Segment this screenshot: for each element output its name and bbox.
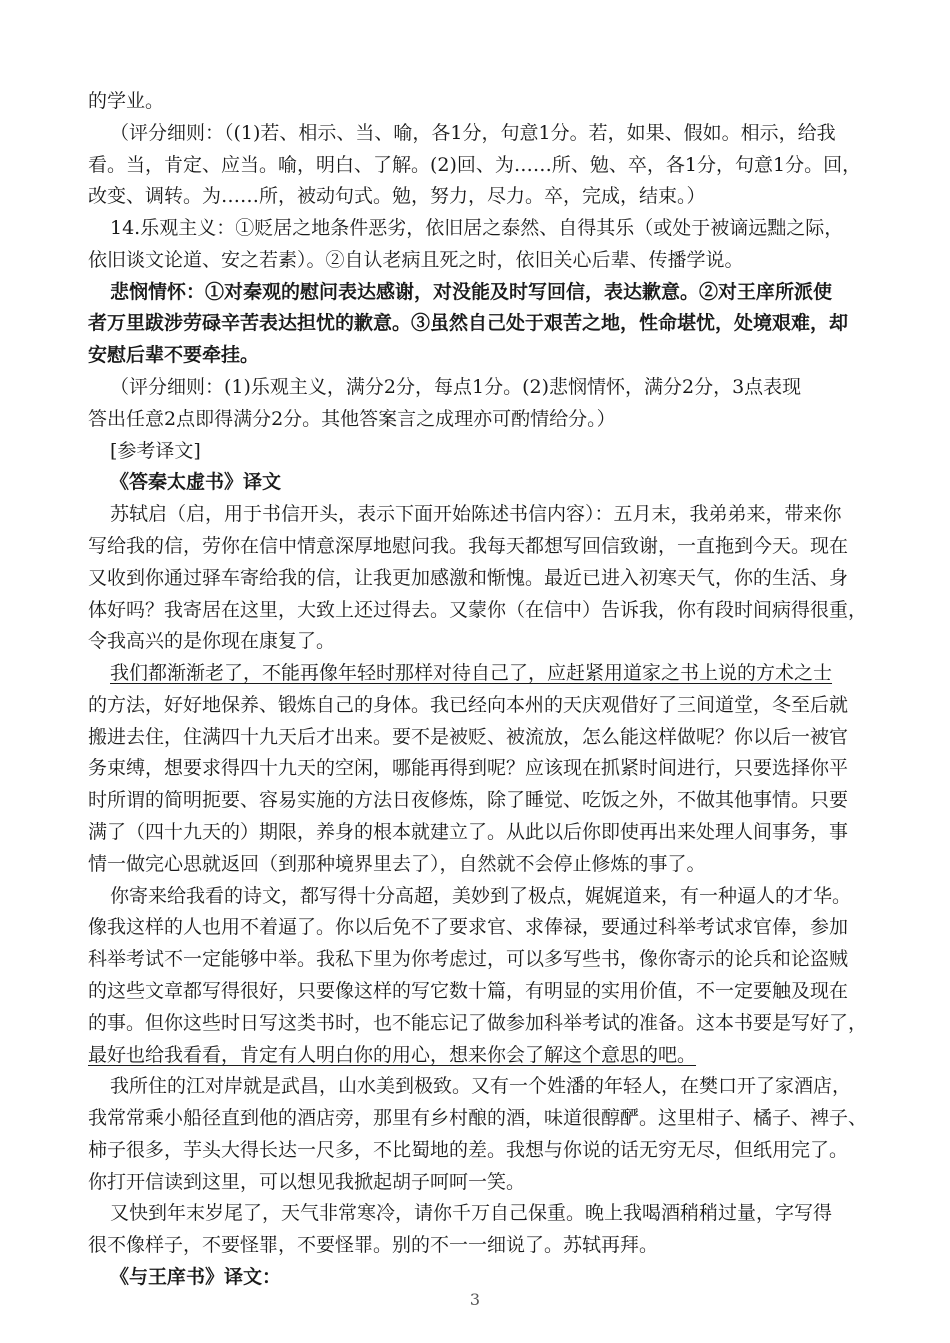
text-line: 的方法，好好地保养、锻炼自己的身体。我已经向本州的天庆观借好了三间道堂，冬至后就 — [88, 694, 849, 716]
text-line: 体好吗？我寄居在这里，大致上还过得去。又蒙你（在信中）告诉我，你有段时间病得很重， — [88, 599, 868, 621]
text-line: 科举考试不一定能够中举。我私下里为你考虑过，可以多写些书，像你寄示的论兵和论盗贼 — [88, 948, 849, 970]
text-line: 悲悯情怀：①对秦观的慰问表达感谢，对没能及时写回信，表达歉意。②对王庠所派使 — [110, 281, 833, 303]
text-line: 搬进去住，住满四十九天后才出来。要不是被贬、被流放，怎么能这样做呢？你以后一被官 — [88, 726, 849, 748]
text-line: 我所住的江对岸就是武昌，山水美到极致。又有一个姓潘的年轻人，在樊口开了家酒店， — [110, 1075, 852, 1097]
text-line: 你打开信读到这里，可以想见我掀起胡子呵呵一笑。 — [88, 1171, 526, 1193]
text-line: 满了（四十九天的）期限，养身的根本就建立了。从此以后你即使再出来处理人间事务，事 — [88, 821, 849, 843]
text-line: 答出任意2点即得满分2分。其他答案言之成理亦可酌情给分。） — [88, 408, 616, 430]
text-line: （评分细则：（(1)若、相示、当、喻，各1分，句意1分。若，如果、假如。相示，给我 — [110, 122, 836, 144]
text-line: 令我高兴的是你现在康复了。 — [88, 630, 336, 652]
text-line: 者万里跋涉劳碌辛苦表达担忧的歉意。③虽然自己处于艰苦之地，性命堪忧，处境艰难，却 — [88, 312, 849, 334]
text-line: 14.乐观主义：①贬居之地条件恶劣，依旧居之泰然、自得其乐（或处于被谪远黜之际， — [110, 217, 844, 239]
text-line: 我常常乘小船径直到他的酒店旁，那里有乡村酿的酒，味道很醇酽。这里柑子、橘子、裨子、 — [88, 1107, 868, 1129]
text-line: 又快到年末岁尾了，天气非常寒冷，请你千万自己保重。晚上我喝酒稍稍过量，字写得 — [110, 1202, 833, 1224]
section-heading: [参考译文] — [110, 440, 201, 462]
text-line: 像我这样的人也用不着逼了。你以后免不了要求官、求俸禄，要通过科举考试求官俸，参加 — [88, 916, 849, 938]
page-number: 3 — [469, 1290, 481, 1309]
text-line: 依旧谈文论道、安之若素）。②自认老病且死之时，依旧关心后辈、传播学说。 — [88, 249, 744, 271]
text-line: 你寄来给我看的诗文，都写得十分高超，美妙到了极点，娓娓道来，有一种逼人的才华。 — [110, 885, 852, 907]
text-line: 柿子很多，芋头大得长达一尺多，不比蜀地的差。我想与你说的话无穷无尽，但纸用完了。 — [88, 1139, 849, 1161]
text-line: 很不像样子，不要怪罪，不要怪罪。别的不一一细说了。苏轼再拜。 — [88, 1234, 659, 1256]
text-line: 改变、调转。为……所，被动句式。勉，努力，尽力。卒，完成，结束。） — [88, 185, 706, 207]
subsection-title: 《答秦太虚书》译文 — [110, 471, 282, 493]
text-line: 苏轼启（启，用于书信开头，表示下面开始陈述书信内容）：五月末，我弟弟来，带来你 — [110, 503, 842, 525]
subsection-title: 《与王庠书》译文： — [110, 1266, 282, 1288]
text-line: 的这些文章都写得很好，只要像这样的写它数十篇，有明显的实用价值，不一定要触及现在 — [88, 980, 849, 1002]
text-line: 看。当，肯定、应当。喻，明白、了解。(2)回、为……所、勉、卒，各1分，句意1分。回， — [88, 154, 862, 176]
text-line: 又收到你通过驿车寄给我的信，让我更加感激和惭愧。最近已进入初寒天气，你的生活、身 — [88, 567, 849, 589]
text-line: 时所谓的简明扼要、容易实施的方法日夜修炼，除了睡觉、吃饭之外，不做其他事情。只要 — [88, 789, 849, 811]
text-line: 务束缚，想要求得四十九天的空闲，哪能再得到呢？应该现在抓紧时间进行，只要选择你平 — [88, 757, 849, 779]
text-line: 最好也给我看看，肯定有人明白你的用心，想来你会了解这个意思的吧。 — [88, 1044, 697, 1066]
text-line: 我们都渐渐老了，不能再像年轻时那样对待自己了，应赶紧用道家之书上说的方术之士 — [110, 662, 833, 684]
text-line: （评分细则：(1)乐观主义，满分2分，每点1分。(2)悲悯情怀，满分2分，3点表现 — [110, 376, 802, 398]
text-line: 写给我的信，劳你在信中情意深厚地慰问我。我每天都想写回信致谢，一直拖到今天。现在 — [88, 535, 849, 557]
text-line: 安慰后辈不要牵挂。 — [88, 344, 260, 366]
text-line: 情一做完心思就返回（到那种境界里去了），自然就不会停止修炼的事了。 — [88, 853, 706, 875]
text-line: 的学业。 — [88, 90, 165, 112]
text-line: 的事。但你这些时日写这类书时，也不能忘记了做参加科举考试的准备。这本书要是写好了， — [88, 1012, 868, 1034]
